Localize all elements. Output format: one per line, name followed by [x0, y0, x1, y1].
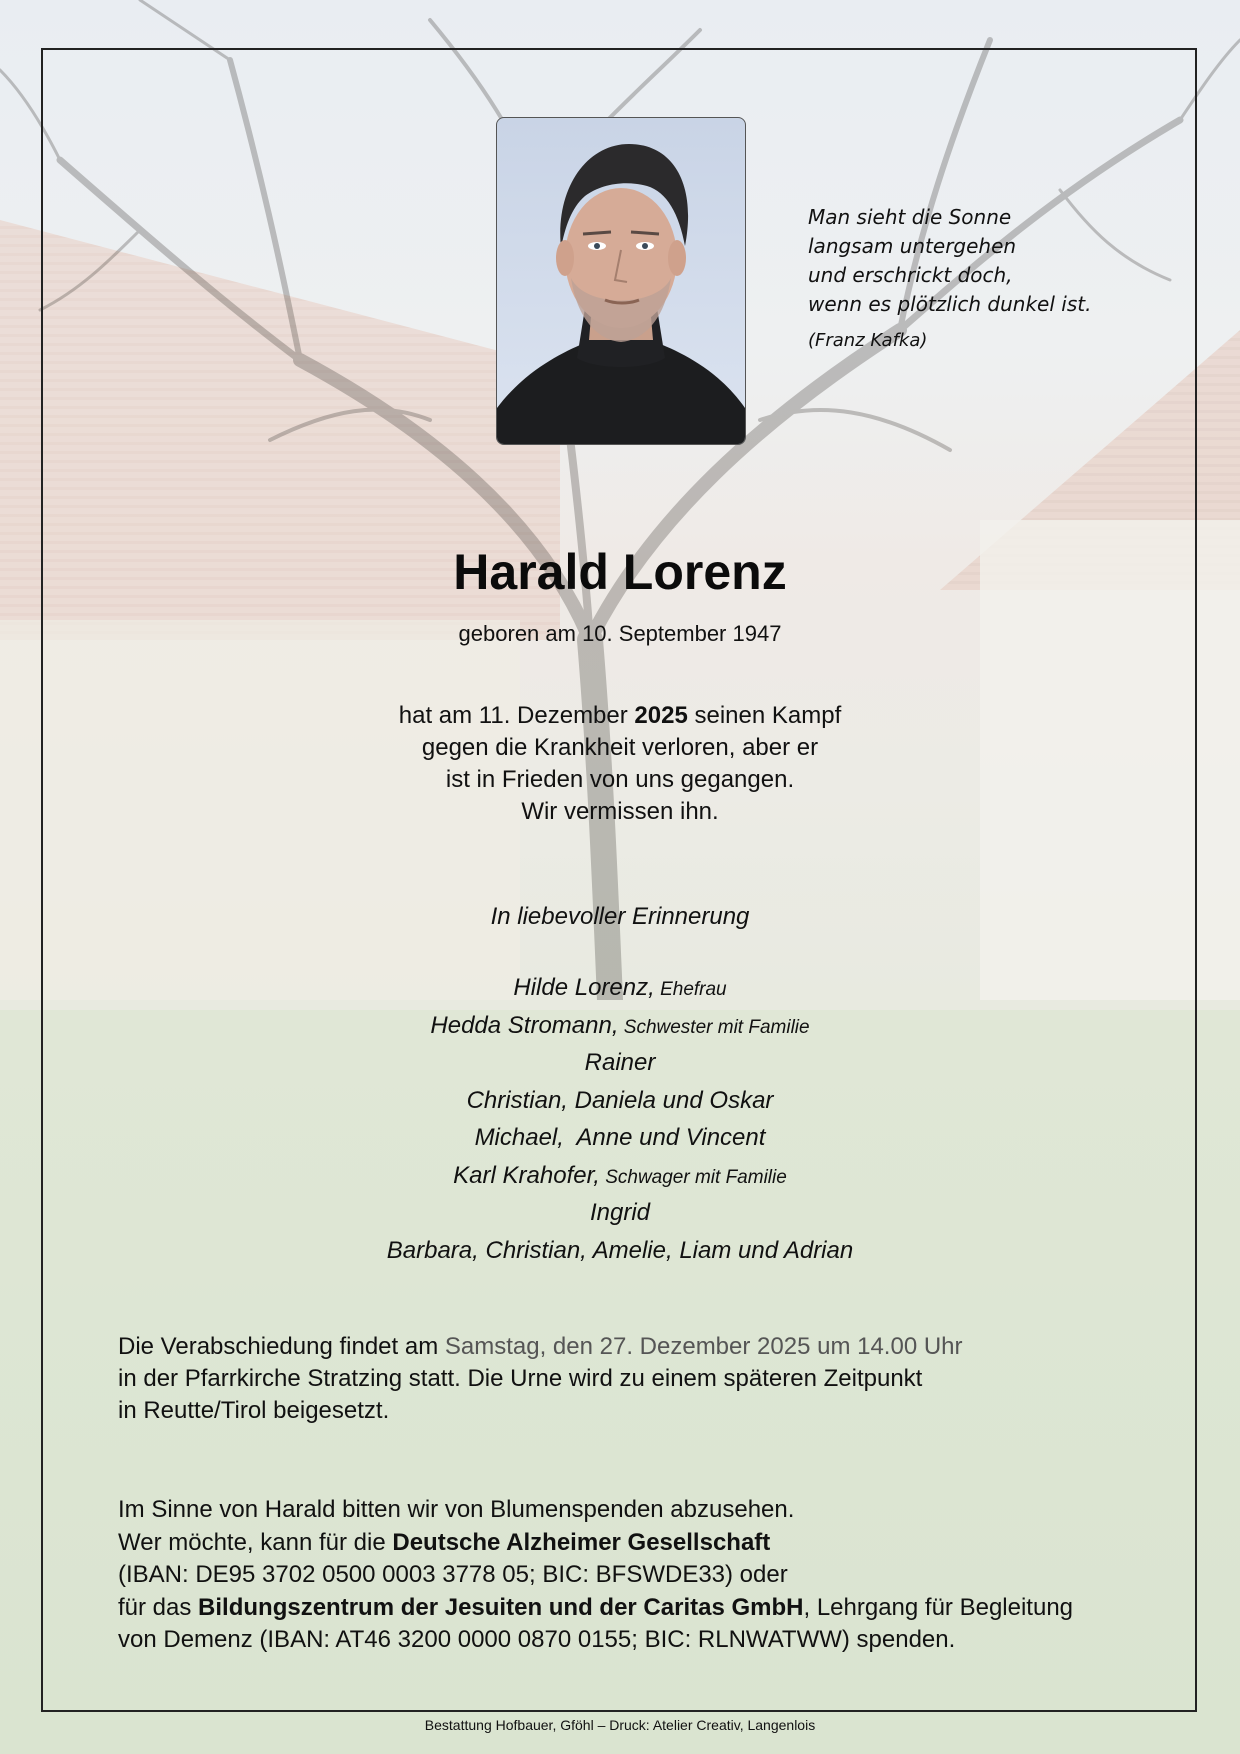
- mourner-relation: Schwager mit Familie: [599, 1166, 787, 1188]
- mourner-item: [0, 1120, 1240, 1158]
- mourner-name: Michael, Anne und Vincent: [474, 1124, 766, 1151]
- mourner-relation: Schwester mit Familie: [618, 1016, 810, 1038]
- mourner-name: Karl Krahofer,: [453, 1161, 600, 1189]
- donation-organization: Deutsche Alzheimer Gesellschaft: [392, 1528, 771, 1556]
- death-notice-text: hat am 11. Dezember: [398, 702, 635, 729]
- funeral-text: Die Verabschiedung findet am: [118, 1333, 445, 1360]
- deceased-name: Harald Lorenz: [453, 544, 787, 600]
- mourner-name: Ingrid: [589, 1199, 651, 1226]
- mourner-item: [0, 1195, 1240, 1233]
- portrait-figure: [497, 118, 745, 444]
- donation-line-3: (IBAN: DE95 3702 0500 0003 3778 05; BIC: BFSWDE33) oder: [118, 1561, 788, 1588]
- funeral-info: [118, 1331, 1118, 1427]
- mourner-item: [0, 970, 1240, 1008]
- memory-heading: In liebevoller Erinnerung: [490, 903, 750, 930]
- mourner-name: Hilde Lorenz,: [513, 974, 655, 1001]
- donation-line-2: [118, 1527, 1168, 1560]
- mourner-relation: Ehefrau: [654, 979, 727, 1000]
- quote-line: langsam untergehen: [808, 234, 1017, 258]
- funeral-line-1: [118, 1331, 1118, 1363]
- mourner-name: Barbara, Christian, Amelie, Liam und Adrian: [386, 1236, 854, 1264]
- donation-text: Wer möchte, kann für die: [118, 1528, 393, 1556]
- mourner-item: [0, 1158, 1240, 1196]
- mourner-item: [0, 1083, 1240, 1121]
- footer-credits: Bestattung Hofbauer, Gföhl – Druck: Atelier Creativ, Langenlois: [424, 1717, 816, 1733]
- quote-line: Man sieht die Sonne: [808, 205, 1012, 229]
- birth-date: geboren am 10. September 1947: [458, 621, 782, 646]
- mourner-item: [0, 1233, 1240, 1271]
- donation-text: , Lehrgang für Begleitung: [803, 1593, 1074, 1621]
- funeral-line-3: in Reutte/Tirol beigesetzt.: [118, 1397, 390, 1424]
- death-notice-line-1: [0, 700, 1240, 732]
- quote-author: (Franz Kafka): [808, 330, 928, 351]
- quote-block: [808, 203, 1138, 355]
- donation-organization: Bildungszentrum der Jesuiten und der Caritas GmbH: [198, 1593, 804, 1621]
- donation-line-1: Im Sinne von Harald bitten wir von Blumenspenden abzusehen.: [118, 1496, 795, 1523]
- mourner-name: Christian, Daniela und Oskar: [466, 1086, 774, 1114]
- donation-info: [118, 1494, 1168, 1657]
- mourner-name: Hedda Stromann,: [430, 1011, 619, 1039]
- portrait-photo: [496, 117, 746, 445]
- mourner-name: Rainer: [584, 1049, 656, 1076]
- donation-line-4: [118, 1592, 1168, 1625]
- death-notice: [0, 700, 1240, 828]
- death-notice-line-2: gegen die Krankheit verloren, aber er: [421, 734, 819, 761]
- death-notice-text: seinen Kampf: [687, 702, 842, 729]
- death-year: 2025: [634, 702, 688, 729]
- mourners-list: [0, 970, 1240, 1270]
- death-notice-line-3: ist in Frieden von uns gegangen.: [445, 766, 795, 793]
- death-notice-line-4: Wir vermissen ihn.: [521, 798, 719, 825]
- quote-line: wenn es plötzlich dunkel ist.: [808, 292, 1092, 316]
- donation-line-5: von Demenz (IBAN: AT46 3200 0000 0870 0155; BIC: RLNWATWW) spenden.: [118, 1626, 956, 1653]
- funeral-line-2: in der Pfarrkirche Stratzing statt. Die Urne wird zu einem späteren Zeitpunkt: [118, 1365, 923, 1392]
- mourner-item: [0, 1045, 1240, 1083]
- donation-text: für das: [118, 1593, 199, 1621]
- funeral-date: Samstag, den 27. Dezember 2025 um 14.00 Uhr: [444, 1333, 963, 1360]
- mourner-item: [0, 1008, 1240, 1046]
- quote-line: und erschrickt doch,: [808, 263, 1013, 287]
